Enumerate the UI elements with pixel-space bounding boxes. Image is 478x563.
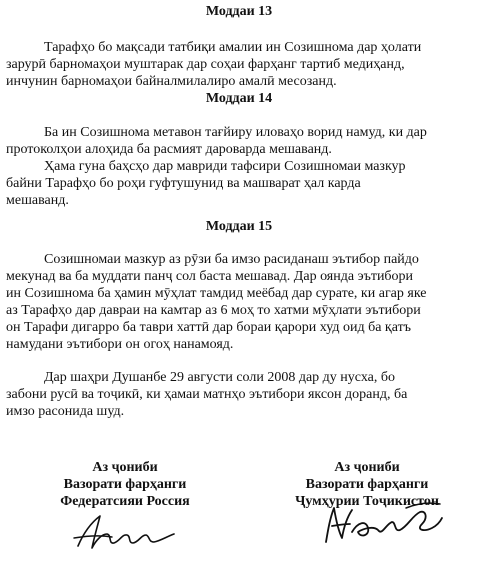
left-signatory-line-1: Аз ҷониби xyxy=(92,460,158,475)
article-15-body xyxy=(6,251,470,353)
right-signatory-line-1: Аз ҷониби xyxy=(334,460,400,475)
article-13-paragraph-1: Тарафҳо бо мақсади татбиқи амалии ин Созишнома дар ҳолати зарурӣ барномаҳои муштарак дар соҳаи фарҳанг тартиб медиҳанд, инчунин барномаҳои байналмилалиро амалӣ месозанд. xyxy=(6,40,422,89)
right-signatory-line-3: Ҷумҳурии Тоҷикистон xyxy=(295,494,439,509)
article-15-paragraph-1: Созишномаи мазкур аз рӯзи ба имзо расиданаш эътибор пайдо мекунад ва ба муддати панҷ сол баста мешавад. Дар оянда эътибори ин Созишнома ба ҳамин мӯҳлат тамдид меёбад дар сурате, ки агар яке аз Тарафҳо дар давраи на камтар аз 6 моҳ то хатми мӯҳлати эътибори он Тарафи дигарро ба таври хаттӣ дар бораи қарори худ оид ба қатъ намудани эътибори он огоҳ нанамояд. xyxy=(6,252,427,352)
article-14-paragraph-2: Ҳама гуна баҳсҳо дар мавриди тафсири Созишномаи мазкур байни Тарафҳо бо роҳи гуфтушунид ва машварат ҳал карда мешаванд. xyxy=(6,159,406,208)
article-14-heading: Моддаи 14 xyxy=(205,91,273,106)
left-signature-mark xyxy=(70,510,180,555)
right-signatory-line-2: Вазорати фарҳанги xyxy=(305,477,429,492)
article-13-heading: Моддаи 13 xyxy=(205,4,273,19)
article-15-heading: Моддаи 15 xyxy=(205,219,273,234)
left-signatory xyxy=(20,459,230,510)
right-signature-mark xyxy=(316,498,446,550)
article-14-body xyxy=(6,124,470,209)
closing-block xyxy=(6,369,470,420)
article-14-paragraph-1: Ба ин Созишнома метавон тағйиру иловаҳо ворид намуд, ки дар протоколҳои алоҳида ба расмият дароварда мешаванд. xyxy=(6,125,427,157)
left-signatory-line-3: Федератсияи Россия xyxy=(60,494,190,509)
left-signatory-line-2: Вазорати фарҳанги xyxy=(63,477,187,492)
article-13-body xyxy=(6,39,470,90)
closing-paragraph: Дар шаҳри Душанбе 29 августи соли 2008 дар ду нусха, бо забони русӣ ва тоҷикӣ, ки ҳамаи матнҳо эътибори яксон доранд, ба имзо расонида шуд. xyxy=(6,370,408,419)
